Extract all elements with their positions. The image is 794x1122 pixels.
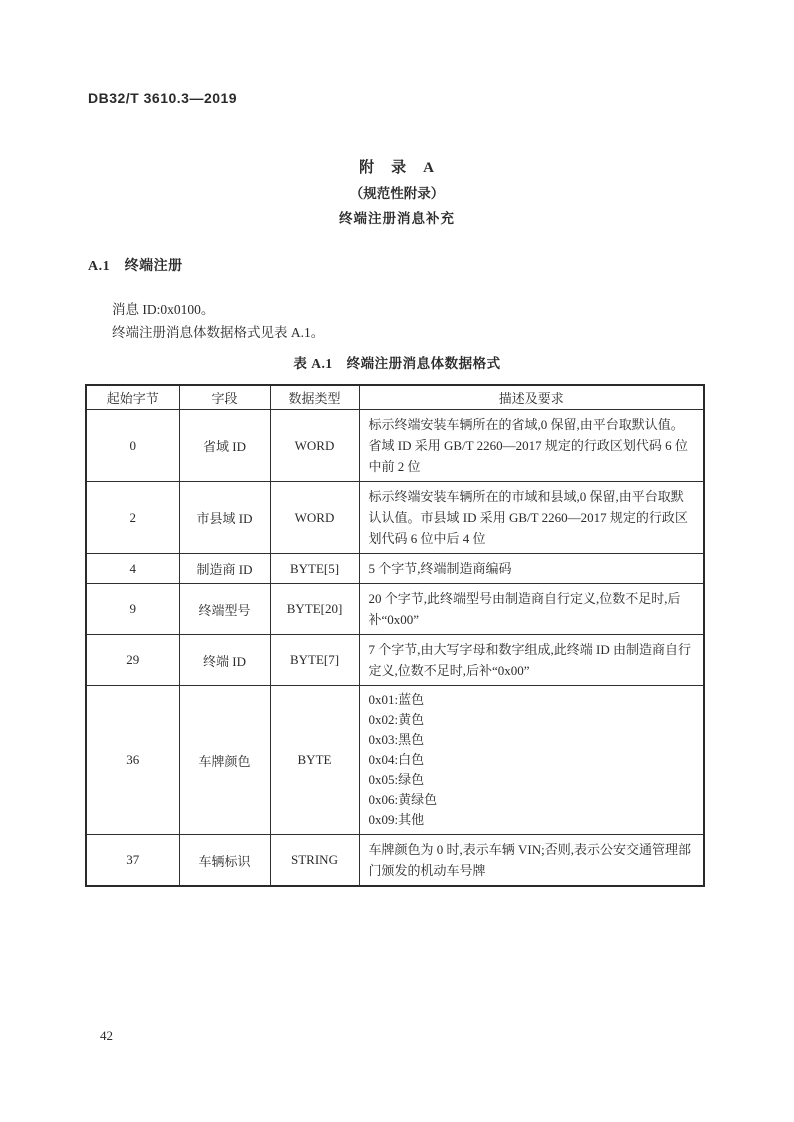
data-type-cell: BYTE[20] [270,584,359,635]
description-cell [359,835,704,887]
table-row [86,410,704,482]
table-row [86,554,704,584]
page-number: 42 [100,1028,113,1043]
field-cell: 终端 ID [179,635,270,686]
column-header: 描述及要求 [359,385,704,410]
start-byte-cell: 36 [86,686,179,835]
section-heading: A.1 终端注册 [88,259,183,274]
appendix-title-block [0,156,794,231]
description-line: 5 个字节,终端制造商编码 [368,561,512,576]
field-cell: 市县域 ID [179,482,270,554]
data-type-cell: BYTE[5] [270,554,359,584]
description-cell [359,554,704,584]
table-row [86,835,704,887]
description-cell [359,410,704,482]
description-cell [359,482,704,554]
description-line: 7 个字节,由大写字母和数字组成,此终端 ID 由制造商自行定义,位数不足时,后补“0x00” [368,642,691,678]
description-line: 0x02:黄色 [368,712,425,727]
column-header: 数据类型 [270,385,359,410]
description-line: 0x03:黑色 [368,732,425,747]
appendix-heading: 终端注册消息补充 [339,211,455,226]
appendix-title: 附 录 A [359,160,435,176]
description-line: 0x06:黄绿色 [368,792,438,807]
table-body [86,410,704,887]
message-format-table [85,384,705,887]
field-cell: 车辆标识 [179,835,270,887]
appendix-subtitle: （规范性附录） [349,186,445,201]
data-type-cell: BYTE[7] [270,635,359,686]
table-row [86,686,704,835]
description-line: 标示终端安装车辆所在的市域和县域,0 保留,由平台取默认认值。市县域 ID 采用 GB/T 2260—2017 规定的行政区划代码 6 位中后 4 位 [368,489,688,546]
field-cell: 制造商 ID [179,554,270,584]
field-cell: 车牌颜色 [179,686,270,835]
description-line: 0x05:绿色 [368,772,425,787]
table-caption: 表 A.1 终端注册消息体数据格式 [293,356,501,371]
doc-number: DB32/T 3610.3—2019 [88,90,238,106]
table-row [86,584,704,635]
start-byte-cell: 29 [86,635,179,686]
start-byte-cell: 37 [86,835,179,887]
description-line: 0x01:蓝色 [368,692,425,707]
start-byte-cell: 0 [86,410,179,482]
table-header-row [86,385,704,410]
data-type-cell: WORD [270,410,359,482]
description-cell [359,584,704,635]
description-cell [359,635,704,686]
table-row [86,482,704,554]
description-cell [359,686,704,835]
paragraph-message-id: 消息 ID:0x0100。 [112,302,215,317]
data-type-cell: WORD [270,482,359,554]
paragraph-table-reference: 终端注册消息体数据格式见表 A.1。 [112,325,325,340]
start-byte-cell: 9 [86,584,179,635]
data-type-cell: BYTE [270,686,359,835]
description-line: 0x04:白色 [368,752,425,767]
column-header: 起始字节 [86,385,179,410]
column-header: 字段 [179,385,270,410]
start-byte-cell: 2 [86,482,179,554]
description-line: 20 个字节,此终端型号由制造商自行定义,位数不足时,后补“0x00” [368,591,681,627]
description-line: 标示终端安装车辆所在的省域,0 保留,由平台取默认值。省域 ID 采用 GB/T 2260—2017 规定的行政区划代码 6 位中前 2 位 [368,417,688,474]
field-cell: 省域 ID [179,410,270,482]
start-byte-cell: 4 [86,554,179,584]
field-cell: 终端型号 [179,584,270,635]
table-row [86,635,704,686]
data-type-cell: STRING [270,835,359,887]
description-line: 车牌颜色为 0 时,表示车辆 VIN;否则,表示公安交通管理部门颁发的机动车号牌 [368,842,691,878]
description-line: 0x09:其他 [368,812,425,827]
